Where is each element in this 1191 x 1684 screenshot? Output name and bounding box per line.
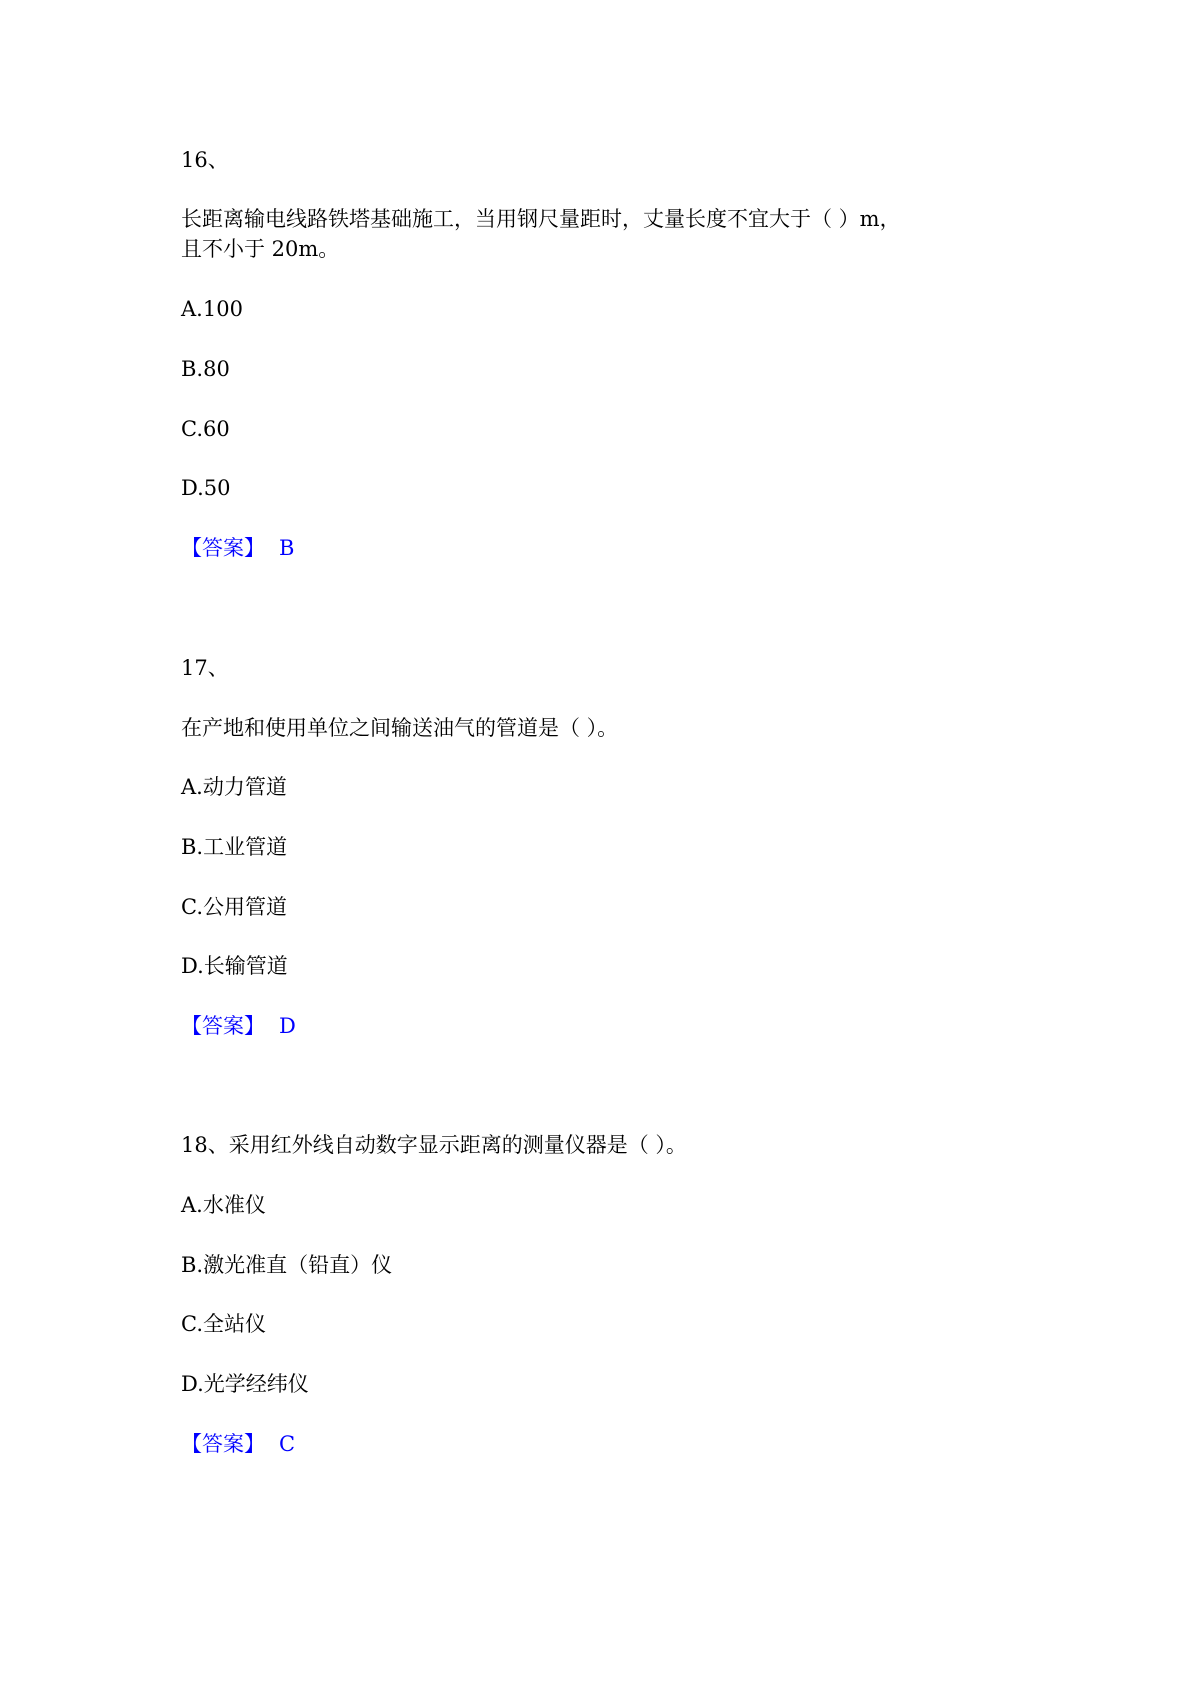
question-16-stem-line1: 长距离输电线路铁塔基础施工，当用钢尺量距时，丈量长度不宜大于（ ）m， (181, 207, 901, 231)
question-16-answer (181, 533, 294, 563)
question-18-stem: 18、采用红外线自动数字显示距离的测量仪器是（ ）。 (181, 1133, 687, 1157)
question-17-option-d: D.长输管道 (181, 954, 288, 978)
question-16-option-d: D.50 (181, 476, 231, 500)
question-16-option-b: B.80 (181, 357, 230, 381)
answer-value: C (279, 1432, 296, 1456)
answer-label: 【答案】 (181, 1014, 265, 1038)
question-17-option-b: B.工业管道 (181, 835, 288, 859)
question-17-answer (181, 1011, 296, 1041)
question-16-option-a: A.100 (181, 297, 243, 321)
question-18-answer (181, 1429, 295, 1459)
question-18-option-b: B.激光准直（铅直）仪 (181, 1253, 393, 1277)
question-16-number: 16、 (181, 148, 229, 172)
question-16-stem-line2: 且不小于 20m。 (181, 237, 340, 261)
question-17-option-a: A.动力管道 (181, 775, 287, 799)
question-17-stem-line1: 在产地和使用单位之间输送油气的管道是（ ）。 (181, 716, 619, 740)
answer-value: B (279, 536, 295, 560)
question-18-option-d: D.光学经纬仪 (181, 1372, 309, 1396)
answer-label: 【答案】 (181, 1432, 265, 1456)
question-17-option-c: C.公用管道 (181, 895, 287, 919)
answer-label: 【答案】 (181, 536, 265, 560)
question-17-number: 17、 (181, 656, 229, 680)
question-18-option-c: C.全站仪 (181, 1312, 266, 1336)
question-16-option-c: C.60 (181, 417, 230, 441)
question-18-option-a: A.水准仪 (181, 1193, 266, 1217)
answer-value: D (279, 1014, 296, 1038)
